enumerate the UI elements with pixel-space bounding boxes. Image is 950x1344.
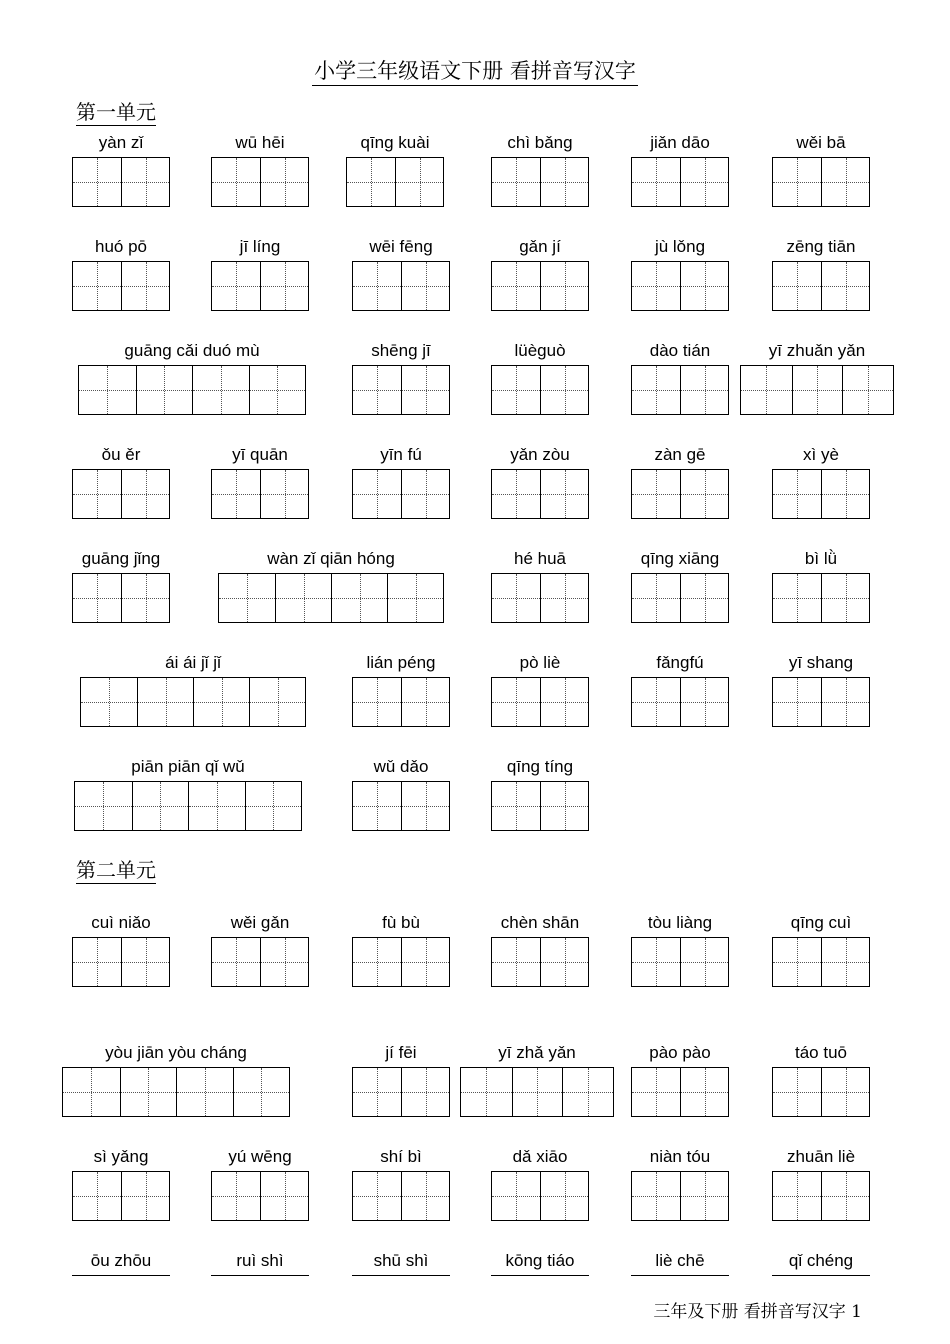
writing-grid[interactable] <box>631 1171 729 1221</box>
character-cell[interactable] <box>540 782 588 830</box>
character-cell[interactable] <box>821 470 869 518</box>
pinyin-label: qīng kuài <box>360 133 430 152</box>
character-cell[interactable] <box>121 158 169 206</box>
character-cell[interactable] <box>821 1172 869 1220</box>
character-cell[interactable] <box>233 1068 290 1116</box>
character-cell[interactable] <box>401 678 449 726</box>
character-cell[interactable] <box>73 262 121 310</box>
character-cell[interactable] <box>632 938 680 986</box>
exercise-item <box>491 237 589 311</box>
pinyin-label: qīng tíng <box>506 757 574 776</box>
character-cell[interactable] <box>680 1068 728 1116</box>
writing-grid[interactable] <box>352 781 450 831</box>
character-cell[interactable] <box>680 678 728 726</box>
character-cell[interactable] <box>212 470 260 518</box>
character-cell[interactable] <box>395 158 443 206</box>
character-cell[interactable] <box>120 1068 177 1116</box>
answer-line[interactable] <box>772 1275 870 1276</box>
exercise-item <box>352 913 450 987</box>
character-cell[interactable] <box>260 470 308 518</box>
exercise-item <box>491 549 589 623</box>
character-cell[interactable] <box>792 366 843 414</box>
character-cell[interactable] <box>73 1172 121 1220</box>
writing-grid[interactable] <box>772 469 870 519</box>
writing-grid[interactable] <box>72 261 170 311</box>
pinyin-label: shí bì <box>380 1147 422 1166</box>
exercise-item <box>78 341 306 415</box>
writing-grid[interactable] <box>346 157 444 207</box>
character-cell[interactable] <box>821 574 869 622</box>
character-cell[interactable] <box>540 262 588 310</box>
character-cell[interactable] <box>401 1172 449 1220</box>
character-cell[interactable] <box>260 1172 308 1220</box>
character-cell[interactable] <box>773 574 821 622</box>
character-cell[interactable] <box>680 470 728 518</box>
pinyin-label: wěi gǎn <box>230 913 290 932</box>
writing-grid[interactable] <box>211 1171 309 1221</box>
exercise-item <box>740 341 894 415</box>
exercise-item <box>218 549 444 623</box>
pinyin-label: zēng tiān <box>786 237 856 256</box>
page-title-text: 小学三年级语文下册 看拼音写汉字 <box>312 59 638 86</box>
writing-grid[interactable] <box>631 573 729 623</box>
pinyin-label: gǎn jí <box>519 237 561 256</box>
pinyin-label: yòu jiān yòu cháng <box>105 1043 247 1062</box>
pinyin-label: yī shang <box>788 653 854 672</box>
character-cell[interactable] <box>331 574 387 622</box>
answer-line[interactable] <box>72 1275 170 1276</box>
character-cell[interactable] <box>212 262 260 310</box>
character-cell[interactable] <box>540 470 588 518</box>
writing-grid[interactable] <box>352 1067 450 1117</box>
character-cell[interactable] <box>632 366 680 414</box>
pinyin-label: wěi bā <box>796 133 846 152</box>
character-cell[interactable] <box>353 1068 401 1116</box>
character-cell[interactable] <box>680 158 728 206</box>
exercise-item <box>72 445 170 519</box>
pinyin-label: bì lǜ <box>804 549 838 568</box>
character-cell[interactable] <box>249 678 305 726</box>
exercise-item <box>631 653 729 727</box>
writing-grid[interactable] <box>631 157 729 207</box>
writing-grid[interactable] <box>72 937 170 987</box>
writing-grid[interactable] <box>491 1171 589 1221</box>
character-cell[interactable] <box>773 470 821 518</box>
character-cell[interactable] <box>188 782 245 830</box>
writing-grid[interactable] <box>772 157 870 207</box>
pinyin-label: xì yè <box>803 445 839 464</box>
unit-1-heading: 第一单元 <box>76 100 156 124</box>
character-cell[interactable] <box>540 678 588 726</box>
exercise-item <box>352 445 450 519</box>
character-cell[interactable] <box>773 158 821 206</box>
pinyin-label: ái ái jǐ jǐ <box>165 653 221 672</box>
character-cell[interactable] <box>632 470 680 518</box>
writing-grid[interactable] <box>740 365 894 415</box>
exercise-item <box>772 913 870 987</box>
writing-grid[interactable] <box>460 1067 614 1117</box>
exercise-item <box>491 133 589 207</box>
character-cell[interactable] <box>63 1068 120 1116</box>
exercise-item <box>491 757 589 831</box>
character-cell[interactable] <box>73 158 121 206</box>
pinyin-label: yú wēng <box>228 1147 292 1166</box>
exercise-item <box>62 1043 290 1117</box>
character-cell[interactable] <box>275 574 331 622</box>
writing-grid[interactable] <box>491 365 589 415</box>
character-cell[interactable] <box>773 1068 821 1116</box>
exercise-item <box>346 133 444 207</box>
exercise-item <box>772 1147 870 1221</box>
exercise-item <box>631 133 729 207</box>
character-cell[interactable] <box>132 782 189 830</box>
exercise-item <box>211 133 309 207</box>
character-cell[interactable] <box>401 782 449 830</box>
writing-grid[interactable] <box>772 1067 870 1117</box>
answer-line[interactable] <box>491 1275 589 1276</box>
writing-grid[interactable] <box>631 365 729 415</box>
exercise-item <box>72 549 170 623</box>
writing-grid[interactable] <box>62 1067 290 1117</box>
character-cell[interactable] <box>492 678 540 726</box>
writing-grid[interactable] <box>631 261 729 311</box>
pinyin-label: huó pō <box>95 237 147 256</box>
pinyin-label: yī zhuǎn yǎn <box>768 341 866 360</box>
character-cell[interactable] <box>773 262 821 310</box>
answer-line[interactable] <box>352 1275 450 1276</box>
page-title <box>0 55 950 85</box>
character-cell[interactable] <box>212 158 260 206</box>
pinyin-label: pào pào <box>649 1043 711 1062</box>
character-cell[interactable] <box>73 938 121 986</box>
character-cell[interactable] <box>121 1172 169 1220</box>
character-cell[interactable] <box>219 574 275 622</box>
character-cell[interactable] <box>212 1172 260 1220</box>
writing-grid[interactable] <box>74 781 302 831</box>
character-cell[interactable] <box>632 158 680 206</box>
pinyin-label: qīng cuì <box>790 913 852 932</box>
pinyin-label: táo tuō <box>795 1043 847 1062</box>
pinyin-label: shū shì <box>373 1251 429 1270</box>
pinyin-label: zhuān liè <box>786 1147 856 1166</box>
answer-line[interactable] <box>211 1275 309 1276</box>
pinyin-label: qǐ chéng <box>788 1251 854 1270</box>
writing-grid[interactable] <box>631 1067 729 1117</box>
character-cell[interactable] <box>401 262 449 310</box>
character-cell[interactable] <box>81 678 137 726</box>
character-cell[interactable] <box>680 262 728 310</box>
character-cell[interactable] <box>680 1172 728 1220</box>
character-cell[interactable] <box>821 938 869 986</box>
character-cell[interactable] <box>540 158 588 206</box>
character-cell[interactable] <box>773 1172 821 1220</box>
character-cell[interactable] <box>540 574 588 622</box>
exercise-item <box>352 1147 450 1221</box>
exercise-item <box>631 237 729 311</box>
exercise-item <box>631 1147 729 1221</box>
exercise-item <box>74 757 302 831</box>
character-cell[interactable] <box>347 158 395 206</box>
writing-grid[interactable] <box>352 469 450 519</box>
exercise-item <box>631 445 729 519</box>
character-cell[interactable] <box>245 782 302 830</box>
character-cell[interactable] <box>492 262 540 310</box>
character-cell[interactable] <box>79 366 136 414</box>
character-cell[interactable] <box>492 1172 540 1220</box>
pinyin-label: sì yǎng <box>93 1147 149 1166</box>
pinyin-label: chèn shān <box>500 913 580 932</box>
character-cell[interactable] <box>680 574 728 622</box>
exercise-item <box>491 341 589 415</box>
pinyin-label: kōng tiáo <box>505 1251 575 1270</box>
exercise-item <box>772 133 870 207</box>
writing-grid[interactable] <box>72 573 170 623</box>
pinyin-label: chì bǎng <box>507 133 573 152</box>
exercise-item <box>211 913 309 987</box>
exercise-item <box>72 133 170 207</box>
pinyin-label: lián péng <box>366 653 436 672</box>
exercise-item <box>491 653 589 727</box>
writing-grid[interactable] <box>72 157 170 207</box>
character-cell[interactable] <box>121 262 169 310</box>
exercise-item <box>491 913 589 987</box>
character-cell[interactable] <box>492 782 540 830</box>
pinyin-label: hé huā <box>514 549 566 568</box>
character-cell[interactable] <box>401 470 449 518</box>
pinyin-label: liè chē <box>655 1251 705 1270</box>
character-cell[interactable] <box>680 938 728 986</box>
pinyin-label: jiǎn dāo <box>650 133 710 152</box>
character-cell[interactable] <box>461 1068 512 1116</box>
pinyin-label: guāng cǎi duó mù <box>124 341 260 360</box>
exercise-item <box>772 237 870 311</box>
exercise-item <box>772 653 870 727</box>
character-cell[interactable] <box>193 678 249 726</box>
character-cell[interactable] <box>401 366 449 414</box>
unit-2-heading: 第二单元 <box>76 858 156 882</box>
pinyin-label: fǎngfú <box>656 653 704 672</box>
exercise-item <box>72 1147 170 1221</box>
character-cell[interactable] <box>121 574 169 622</box>
character-cell[interactable] <box>249 366 306 414</box>
writing-grid[interactable] <box>631 677 729 727</box>
character-cell[interactable] <box>212 938 260 986</box>
writing-grid[interactable] <box>352 677 450 727</box>
writing-grid[interactable] <box>772 1171 870 1221</box>
character-cell[interactable] <box>136 366 193 414</box>
character-cell[interactable] <box>632 262 680 310</box>
character-cell[interactable] <box>401 1068 449 1116</box>
character-cell[interactable] <box>632 678 680 726</box>
pinyin-label: wēi fēng <box>369 237 433 256</box>
character-cell[interactable] <box>821 1068 869 1116</box>
writing-grid[interactable] <box>491 677 589 727</box>
exercise-item <box>352 341 450 415</box>
character-cell[interactable] <box>540 938 588 986</box>
pinyin-label: jí fēi <box>385 1043 417 1062</box>
pinyin-label: yǎn zòu <box>510 445 570 464</box>
writing-grid[interactable] <box>72 1171 170 1221</box>
writing-grid[interactable] <box>352 365 450 415</box>
exercise-item <box>211 237 309 311</box>
pinyin-label: dǎ xiāo <box>512 1147 568 1166</box>
character-cell[interactable] <box>492 366 540 414</box>
pinyin-label: pò liè <box>519 653 561 672</box>
character-cell[interactable] <box>773 938 821 986</box>
character-cell[interactable] <box>75 782 132 830</box>
pinyin-label: yī zhǎ yǎn <box>498 1043 576 1062</box>
writing-grid[interactable] <box>80 677 306 727</box>
writing-grid[interactable] <box>491 573 589 623</box>
answer-line[interactable] <box>631 1275 729 1276</box>
character-cell[interactable] <box>562 1068 613 1116</box>
pinyin-label: ǒu ěr <box>101 445 141 464</box>
writing-grid[interactable] <box>491 937 589 987</box>
character-cell[interactable] <box>192 366 249 414</box>
character-cell[interactable] <box>492 470 540 518</box>
exercise-item <box>72 913 170 987</box>
character-cell[interactable] <box>353 938 401 986</box>
pinyin-label: jù lǒng <box>654 237 706 256</box>
pinyin-label: tòu liàng <box>647 913 713 932</box>
exercise-item <box>352 237 450 311</box>
pinyin-label: yīn fú <box>380 445 422 464</box>
character-cell[interactable] <box>260 938 308 986</box>
writing-grid[interactable] <box>211 937 309 987</box>
pinyin-label: dào tián <box>649 341 711 360</box>
exercise-item <box>352 1251 450 1325</box>
writing-grid[interactable] <box>631 937 729 987</box>
character-cell[interactable] <box>73 470 121 518</box>
exercise-item <box>211 1147 309 1221</box>
writing-grid[interactable] <box>631 469 729 519</box>
character-cell[interactable] <box>492 574 540 622</box>
pinyin-label: yàn zǐ <box>98 133 144 152</box>
writing-grid[interactable] <box>491 157 589 207</box>
character-cell[interactable] <box>821 262 869 310</box>
character-cell[interactable] <box>353 678 401 726</box>
writing-grid[interactable] <box>491 469 589 519</box>
pinyin-label: niàn tóu <box>649 1147 711 1166</box>
exercise-item <box>772 1043 870 1117</box>
pinyin-label: guāng jǐng <box>81 549 161 568</box>
character-cell[interactable] <box>121 470 169 518</box>
pinyin-label: yī quān <box>232 445 288 464</box>
pinyin-label: jī líng <box>239 237 281 256</box>
writing-grid[interactable] <box>211 157 309 207</box>
writing-grid[interactable] <box>772 573 870 623</box>
character-cell[interactable] <box>260 158 308 206</box>
character-cell[interactable] <box>680 366 728 414</box>
pinyin-label: wàn zǐ qiān hóng <box>267 549 395 568</box>
character-cell[interactable] <box>821 678 869 726</box>
pinyin-label: shēng jī <box>371 341 431 360</box>
character-cell[interactable] <box>353 366 401 414</box>
exercise-item <box>211 445 309 519</box>
writing-grid[interactable] <box>352 261 450 311</box>
exercise-item <box>491 445 589 519</box>
character-cell[interactable] <box>137 678 193 726</box>
character-cell[interactable] <box>353 470 401 518</box>
writing-grid[interactable] <box>772 261 870 311</box>
character-cell[interactable] <box>121 938 169 986</box>
character-cell[interactable] <box>353 782 401 830</box>
exercise-item <box>211 1251 309 1325</box>
pinyin-label: ōu zhōu <box>90 1251 152 1270</box>
pinyin-label: piān piān qǐ wǔ <box>131 757 245 776</box>
character-cell[interactable] <box>512 1068 563 1116</box>
exercise-item <box>631 549 729 623</box>
character-cell[interactable] <box>632 1068 680 1116</box>
pinyin-label: wǔ dǎo <box>373 757 429 776</box>
exercise-item <box>772 549 870 623</box>
character-cell[interactable] <box>401 938 449 986</box>
pinyin-label: ruì shì <box>236 1251 284 1270</box>
exercise-item <box>72 237 170 311</box>
pinyin-label: cuì niǎo <box>91 913 151 932</box>
writing-grid[interactable] <box>772 677 870 727</box>
exercise-item <box>72 1251 170 1325</box>
character-cell[interactable] <box>260 262 308 310</box>
character-cell[interactable] <box>387 574 443 622</box>
pinyin-label: lüèguò <box>514 341 566 360</box>
exercise-item <box>491 1251 589 1325</box>
character-cell[interactable] <box>73 574 121 622</box>
character-cell[interactable] <box>353 1172 401 1220</box>
character-cell[interactable] <box>353 262 401 310</box>
character-cell[interactable] <box>540 1172 588 1220</box>
writing-grid[interactable] <box>491 781 589 831</box>
pinyin-label: fù bù <box>382 913 420 932</box>
character-cell[interactable] <box>492 158 540 206</box>
writing-grid[interactable] <box>218 573 444 623</box>
exercise-item <box>352 757 450 831</box>
pinyin-label: wū hēi <box>235 133 285 152</box>
writing-grid[interactable] <box>211 261 309 311</box>
writing-grid[interactable] <box>211 469 309 519</box>
character-cell[interactable] <box>632 1172 680 1220</box>
character-cell[interactable] <box>741 366 792 414</box>
character-cell[interactable] <box>492 938 540 986</box>
character-cell[interactable] <box>632 574 680 622</box>
exercise-item <box>80 653 306 727</box>
writing-grid[interactable] <box>352 937 450 987</box>
character-cell[interactable] <box>176 1068 233 1116</box>
exercise-item <box>460 1043 614 1117</box>
pinyin-label: zàn gē <box>654 445 706 464</box>
writing-grid[interactable] <box>78 365 306 415</box>
writing-grid[interactable] <box>352 1171 450 1221</box>
character-cell[interactable] <box>821 158 869 206</box>
character-cell[interactable] <box>540 366 588 414</box>
exercise-item <box>352 653 450 727</box>
exercise-item <box>491 1147 589 1221</box>
exercise-item <box>631 913 729 987</box>
exercise-item <box>772 445 870 519</box>
writing-grid[interactable] <box>491 261 589 311</box>
character-cell[interactable] <box>842 366 893 414</box>
writing-grid[interactable] <box>72 469 170 519</box>
writing-grid[interactable] <box>772 937 870 987</box>
page-footer: 三年及下册 看拼音写汉字 1 <box>653 1302 862 1322</box>
pinyin-label: qīng xiāng <box>640 549 720 568</box>
character-cell[interactable] <box>773 678 821 726</box>
exercise-item <box>631 1043 729 1117</box>
